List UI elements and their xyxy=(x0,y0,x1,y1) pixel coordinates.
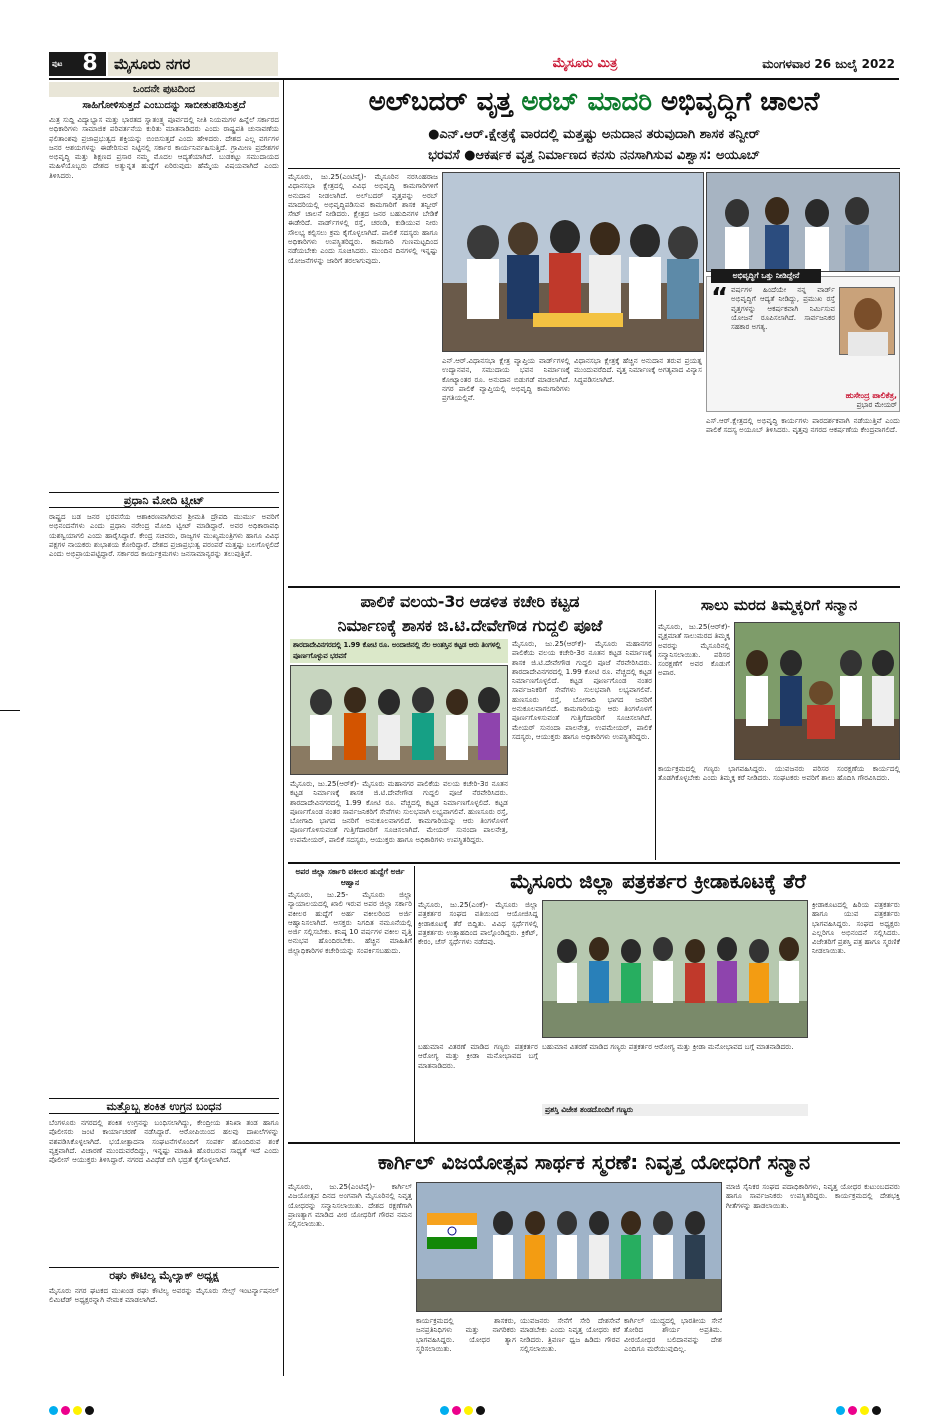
story4-title: ರಘು ಕೌಟಿಲ್ಯ ಮೈಲ್ಯಾಕ್ ಅಧ್ಯಕ್ಷ xyxy=(49,1267,279,1283)
kargil-body-3: ಯುವಜನರು ಸೇನೆಗೆ ಸೇರಿ ದೇಶಸೇವೆ ಮಾಡಬೇಕು ಎಂದು ನಿವೃತ್ತ ಯೋಧರು ಕರೆ ನೀಡಿದರು. ತ್ರಿವರ್ಣ ಧ್ವಜ ಹಿಡಿದು ಗೌರವ ಸಲ್ಲಿಸಲಾಯಿತು. xyxy=(520,1316,620,1353)
mid-banner: ಶಾರದಾದೇವಿನಗರದಲ್ಲಿ 1.99 ಕೋಟಿ ರೂ. ಅಂದಾಜಿನಲ್ಲಿ ನೆಲ ಅಂತಸ್ತಿನ ಕಟ್ಟಡ ಆರು ತಿಂಗಳಲ್ಲಿ ಪೂರ್ಣಗೊಳ್ಳುವ ಭರವಸೆ xyxy=(290,639,508,663)
sports-side-title: ಅಪರ ಜಿಲ್ಲಾ ಸರ್ಕಾರಿ ವಕೀಲರ ಹುದ್ದೆಗೆ ಅರ್ಜಿ ಆಹ್ವಾನ xyxy=(295,867,405,887)
story2-body: ರಾಷ್ಟ್ರದ ಬಡ ಜನರ ಭರವಸೆಯ ಆಶಾಕಿರಣವಾಗಿರುವ ಶ್ರೀಮತಿ ದ್ರೌಪದಿ ಮುರ್ಮು ಅವರಿಗೆ ಅಭಿನಂದನೆಗಳು ಎಂದು ಪ್ರಧಾನಿ ನರೇಂದ್ರ ಮೋದಿ ಟ್ವೀಟ್ ಮಾಡಿದ್ದಾರೆ. ಅವರ ಅಧಿಕಾರಾವಧಿ ಯಶಸ್ವಿಯಾಗಲಿ ಎಂದು ಹಾರೈಸಿದ್ದಾರೆ. ಕೇಂದ್ರ ಸಚಿವರು, ರಾಜ್ಯಗಳ ಮುಖ್ಯಮಂತ್ರಿಗಳು ಹಾಗೂ ವಿವಿಧ ಪಕ್ಷಗಳ ನಾಯಕರು ಶುಭಾಶಯ ಕೋರಿದ್ದಾರೆ. ದೇಶದ ಪ್ರಜಾಪ್ರಭುತ್ವ ಪರಂಪರೆ ಮತ್ತಷ್ಟು ಬಲಗೊಳ್ಳಲಿದೆ ಎಂದು ಅಭಿಪ್ರಾಯಪಟ್ಟಿದ್ದಾರೆ. ಸರ್ಕಾರದ ಕಾರ್ಯಕ್ರಮಗಳು ಜನಸಾಮಾನ್ಯರನ್ನು ತಲುಪುತ್ತಿವೆ. xyxy=(49,512,279,559)
kargil-body-1: ಮೈಸೂರು, ಜು.25(ಎಂಟಿವೈ)- ಕಾರ್ಗಿಲ್ ವಿಜಯೋತ್ಸವ ದಿನದ ಅಂಗವಾಗಿ ಮೈಸೂರಿನಲ್ಲಿ ನಿವೃತ್ತ ಯೋಧರನ್ನು ಸನ್ಮಾನಿಸಲಾಯಿತು. ದೇಶದ ರಕ್ಷಣೆಗಾಗಿ ಪ್ರಾಣತ್ಯಾಗ ಮಾಡಿದ ವೀರ ಯೋಧರಿಗೆ ಗೌರವ ನಮನ ಸಲ್ಲಿಸಲಾಯಿತು. xyxy=(288,1182,412,1229)
column-divider xyxy=(283,80,284,1376)
quote-mark-icon: “ xyxy=(711,283,729,313)
section-name: ಮೈಸೂರು ನಗರ xyxy=(108,52,278,76)
kargil-body-4: ಕಾರ್ಗಿಲ್ ಯುದ್ಧದಲ್ಲಿ ಭಾರತೀಯ ಸೇನೆ ತೋರಿದ ಶೌರ್ಯ ಅಪ್ರತಿಮ. ವೀರಯೋಧರ ಬಲಿದಾನವನ್ನು ದೇಶ ಎಂದಿಗೂ ಮರೆಯುವುದಿಲ್ಲ. xyxy=(624,1316,722,1353)
quote-text: ವರ್ಷಗಳ ಹಿಂದೆಯೇ ನನ್ನ ವಾರ್ಡ್ ಅಭಿವೃದ್ಧಿಗೆ ಆದ್ಯತೆ ನೀಡಿದ್ದು, ಪ್ರಮುಖ ರಸ್ತೆ ವೃತ್ತಗಳನ್ನು ಆಕರ್ಷಕವಾಗಿ ನಿರ್ಮಿಸುವ ಯೋಜನೆ ರೂಪಿಸಲಾಗಿದೆ. ಸಾರ್ವಜನಿಕರ ಸಹಕಾರ ಅಗತ್ಯ. xyxy=(731,285,835,332)
story1-title: ಸಾಹಿಗೋಳಿಸುತ್ತದೆ ಎಂಬುದನ್ನು ಸಾಬೀತುಪಡಿಸುತ್ತದೆ xyxy=(82,100,246,111)
top-subhead-1: ●ಎನ್.ಆರ್.ಕ್ಷೇತ್ರಕ್ಕೆ ವಾರದಲ್ಲಿ ಮತ್ತಷ್ಟು ಅನುದಾನ ತರುವುದಾಗಿ ಶಾಸಕ ತನ್ವೀರ್ xyxy=(428,127,760,142)
top-story-body-1: ಮೈಸೂರು, ಜು.25(ಎಂಟಿವೈ)- ಮೈಸೂರಿನ ನರಸಿಂಹರಾಜ ವಿಧಾನಸಭಾ ಕ್ಷೇತ್ರದಲ್ಲಿ ವಿವಿಧ ಅಭಿವೃದ್ಧಿ ಕಾಮಗಾರಿಗಳಿಗೆ ಅನುದಾನ ನೀಡಲಾಗಿದೆ. ಅಲ್‌ಬದರ್ ವೃತ್ತವನ್ನು ಅರಬ್ ಮಾದರಿಯಲ್ಲಿ ಅಭಿವೃದ್ಧಿಪಡಿಸುವ ಕಾಮಗಾರಿಗೆ ಶಾಸಕ ತನ್ವೀರ್ ಸೇಟ್ ಚಾಲನೆ ನೀಡಿದರು. ಕ್ಷೇತ್ರದ ಜನರ ಬಹುದಿನಗಳ ಬೇಡಿಕೆ ಈಡೇರಿದೆ. ವಾರ್ಡ್‌ಗಳಲ್ಲಿ ರಸ್ತೆ, ಚರಂಡಿ, ಕುಡಿಯುವ ನೀರು ಸೌಲಭ್ಯ ಕಲ್ಪಿಸಲು ಕ್ರಮ ಕೈಗೊಳ್ಳಲಾಗಿದೆ. ಪಾಲಿಕೆ ಸದಸ್ಯರು ಹಾಗೂ ಅಧಿಕಾರಿಗಳು ಉಪಸ್ಥಿತರಿದ್ದರು. ಕಾಮಗಾರಿ ಗುಣಮಟ್ಟದಿಂದ ನಡೆಯಬೇಕು ಎಂದು ಸೂಚಿಸಿದರು. ಮುಂದಿನ ದಿನಗಳಲ್ಲಿ ಇನ್ನಷ್ಟು ಯೋಜನೆಗಳನ್ನು ಜಾರಿಗೆ ತರಲಾಗುವುದು. xyxy=(288,172,438,265)
sports-side-divider xyxy=(414,866,415,1142)
page-label: ಪುಟ xyxy=(52,60,63,68)
top-headline xyxy=(288,80,900,124)
officials-group-image xyxy=(707,173,900,272)
top-story-body-3: ವಿಧಾನಸಭಾ ಕ್ಷೇತ್ರಕ್ಕೆ ಹೆಚ್ಚಿನ ಅನುದಾನ ತರುವ ಪ್ರಯತ್ನ ಮುಂದುವರೆದಿದೆ. ವೃತ್ತ ನಿರ್ಮಾಣಕ್ಕೆ ಅಗತ್ಯವಾದ ವಿನ್ಯಾಸ ಸಿದ್ಧಪಡಿಸಲಾಗಿದೆ. xyxy=(574,356,702,384)
page-number-box xyxy=(49,52,75,76)
sports-photo xyxy=(542,900,808,1038)
story1-body: ಮಿತ್ರ ಸುದ್ದಿ ವಿದ್ಯಾಭ್ಯಾಸ ಮತ್ತು ಭಾರತದ ಸ್ವಾತಂತ್ರ್ಯ ಪೂರ್ವದಲ್ಲಿ ನೀತಿ ನಿಯಮಗಳ ಹಿನ್ನೆಲೆ ಸರ್ಕಾರದ ಅಧಿಕಾರಿಗಳು ಸಾಮಾಜಿಕ ಪರಿವರ್ತನೆಯ ಕುರಿತು ಮಾತನಾಡಿದರು ಎಂದು ರಾಷ್ಟ್ರಪತಿ ಚುನಾವಣೆಯ ಫಲಿತಾಂಶವು ಪ್ರಜಾಪ್ರಭುತ್ವದ ಶಕ್ತಿಯನ್ನು ಬಿಂಬಿಸುತ್ತದೆ ಎಂದು ಹೇಳಿದರು. ದೇಶದ ಎಲ್ಲ ವರ್ಗಗಳ ಜನರ ಆಶಯಗಳನ್ನು ಈಡೇರಿಸುವ ನಿಟ್ಟಿನಲ್ಲಿ ಸರ್ಕಾರ ಕಾರ್ಯನಿರ್ವಹಿಸುತ್ತಿದೆ. ಗ್ರಾಮೀಣ ಪ್ರದೇಶಗಳ ಅಭಿವೃದ್ಧಿ ಮತ್ತು ಶಿಕ್ಷಣದ ಪ್ರಸಾರ ನಮ್ಮ ಮೊದಲ ಆದ್ಯತೆಯಾಗಿದೆ. ಬುಡಕಟ್ಟು ಸಮುದಾಯದ ಮಹಿಳೆಯೊಬ್ಬರು ದೇಶದ ಅತ್ಯುನ್ನತ ಹುದ್ದೆಗೆ ಏರಿರುವುದು ಹೆಮ್ಮೆಯ ವಿಷಯವಾಗಿದೆ ಎಂದು ತಿಳಿಸಿದರು. xyxy=(49,115,279,180)
tree-photo xyxy=(734,622,900,760)
top-headline-part2: ಅರಬ್ ಮಾದರಿ xyxy=(521,87,652,117)
ground-breaking-ceremony-image xyxy=(291,666,508,775)
kargil-headline: ಕಾರ್ಗಿಲ್ ವಿಜಯೋತ್ಸವ ಸಾರ್ಥಕ ಸ್ಮರಣೆ: ನಿವೃತ್ತ ಯೋಧರಿಗೆ ಸನ್ಮಾನ xyxy=(377,1150,811,1174)
story3-title: ಮತ್ತೊಬ್ಬ ಶಂಕಿತ ಉಗ್ರನ ಬಂಧನ xyxy=(49,1098,279,1114)
sports-headline: ಮೈಸೂರು ಜಿಲ್ಲಾ ಪತ್ರಕರ್ತರ ಕ್ರೀಡಾಕೂಟಕ್ಕೆ ತೆರೆ xyxy=(510,869,806,893)
sports-side-body: ಮೈಸೂರು, ಜು.25- ಮೈಸೂರು ಜಿಲ್ಲಾ ನ್ಯಾಯಾಲಯದಲ್ಲಿ ಖಾಲಿ ಇರುವ ಅಪರ ಜಿಲ್ಲಾ ಸರ್ಕಾರಿ ವಕೀಲರ ಹುದ್ದೆಗೆ ಅರ್ಹ ವಕೀಲರಿಂದ ಅರ್ಜಿ ಆಹ್ವಾನಿಸಲಾಗಿದೆ. ಆಸಕ್ತರು ನಿಗದಿತ ನಮೂನೆಯಲ್ಲಿ ಅರ್ಜಿ ಸಲ್ಲಿಸಬೇಕು. ಕನಿಷ್ಠ 10 ವರ್ಷಗಳ ವಕೀಲ ವೃತ್ತಿ ಅನುಭವ ಹೊಂದಿರಬೇಕು. ಹೆಚ್ಚಿನ ಮಾಹಿತಿಗೆ ಜಿಲ್ಲಾಧಿಕಾರಿಗಳ ಕಚೇರಿಯನ್ನು ಸಂಪರ್ಕಿಸಬಹುದು. xyxy=(288,890,412,955)
quote-author: ಹುಸೇಂದ್ರ ಪಾಲಿಕೆತ್ರ, xyxy=(845,391,897,400)
veterans-with-flag-image xyxy=(417,1183,722,1312)
top-story-body-2: ಎನ್.ಆರ್.ವಿಧಾನಸಭಾ ಕ್ಷೇತ್ರ ವ್ಯಾಪ್ತಿಯ ವಾರ್ಡ್‌ಗಳಲ್ಲಿ ಉದ್ಯಾನವನ, ಸಮುದಾಯ ಭವನ ನಿರ್ಮಾಣಕ್ಕೆ ಕೋಟ್ಯಾಂತರ ರೂ. ಅನುದಾನ ಬಿಡುಗಡೆ ಮಾಡಲಾಗಿದೆ. ನಗರ ಪಾಲಿಕೆ ವ್ಯಾಪ್ತಿಯಲ್ಲಿ ಅಭಿವೃದ್ಧಿ ಕಾಮಗಾರಿಗಳು ಪ್ರಗತಿಯಲ್ಲಿವೆ. xyxy=(442,356,570,403)
top-story-photo xyxy=(442,172,704,352)
journalists-team-image xyxy=(543,901,808,1038)
issue-date: ಮಂಗಳವಾರ 26 ಜುಲೈ 2022 xyxy=(762,57,895,71)
top-story-body-4: ಎಸ್.ಆರ್.ಕ್ಷೇತ್ರದಲ್ಲಿ ಅಭಿವೃದ್ಧಿ ಕಾರ್ಯಗಳು ಪಾರದರ್ಶಕವಾಗಿ ನಡೆಯುತ್ತಿವೆ ಎಂದು ಪಾಲಿಕೆ ಸದಸ್ಯ ಅಯೂಬ್ ತಿಳಿಸಿದರು. ವೃತ್ತವು ನಗರದ ಆಕರ್ಷಣೆಯ ಕೇಂದ್ರವಾಗಲಿದೆ. xyxy=(706,416,900,435)
quote-label: ಅಭಿವೃದ್ಧಿಗೆ ಒತ್ತು ನೀಡಿದ್ದೇನೆ xyxy=(711,269,821,283)
mid-body-left: ಮೈಸೂರು, ಜು.25(ಆರ್‌ಕೆ)- ಮೈಸೂರು ಮಹಾನಗರ ಪಾಲಿಕೆಯ ವಲಯ ಕಚೇರಿ-3ರ ನೂತನ ಕಟ್ಟಡ ನಿರ್ಮಾಣಕ್ಕೆ ಶಾಸಕ ಜಿ.ಟಿ.ದೇವೇಗೌಡ ಗುದ್ದಲಿ ಪೂಜೆ ನೆರವೇರಿಸಿದರು. ಶಾರದಾದೇವಿನಗರದಲ್ಲಿ 1.99 ಕೋಟಿ ರೂ. ವೆಚ್ಚದಲ್ಲಿ ಕಟ್ಟಡ ನಿರ್ಮಾಣಗೊಳ್ಳಲಿದೆ. ಕಟ್ಟಡ ಪೂರ್ಣಗೊಂಡ ನಂತರ ಸಾರ್ವಜನಿಕರಿಗೆ ಸೇವೆಗಳು ಸುಲಭವಾಗಿ ಲಭ್ಯವಾಗಲಿವೆ. ಹುಣಸೂರು ರಸ್ತೆ, ಬೋಗಾದಿ ಭಾಗದ ಜನರಿಗೆ ಅನುಕೂಲವಾಗಲಿದೆ. ಕಾಮಗಾರಿಯನ್ನು ಆರು ತಿಂಗಳೊಳಗೆ ಪೂರ್ಣಗೊಳಿಸುವಂತೆ ಗುತ್ತಿಗೆದಾರರಿಗೆ ಸೂಚಿಸಲಾಗಿದೆ. ಮೇಯರ್ ಸುನಂದಾ ಪಾಲನೇತ್ರ, ಉಪಮೇಯರ್, ಪಾಲಿಕೆ ಸದಸ್ಯರು, ಆಯುಕ್ತರು ಹಾಗೂ ಅಧಿಕಾರಿಗಳು ಉಪಸ್ಥಿತರಿದ್ದರು. xyxy=(290,779,508,844)
sports-body-2: ಬಹುಮಾನ ವಿತರಣೆ ಮಾಡಿದ ಗಣ್ಯರು ಪತ್ರಕರ್ತರ ಆರೋಗ್ಯ ಮತ್ತು ಕ್ರೀಡಾ ಮನೋಭಾವದ ಬಗ್ಗೆ ಮಾತನಾಡಿದರು. xyxy=(418,1042,538,1070)
mid-photo xyxy=(290,665,508,775)
mid-rule xyxy=(288,586,900,588)
registration-marks-left xyxy=(49,1400,139,1412)
ribbon-cutting-crowd-image xyxy=(443,173,704,352)
tree-body-1: ಮೈಸೂರು, ಜು.25(ಆರ್‌ಕೆ)- ವೃಕ್ಷಮಾತೆ ಸಾಲುಮರದ ತಿಮ್ಮಕ್ಕ ಅವರನ್ನು ಮೈಸೂರಿನಲ್ಲಿ ಸನ್ಮಾನಿಸಲಾಯಿತು. ಪರಿಸರ ಸಂರಕ್ಷಣೆಗೆ ಅವರ ಕೊಡುಗೆ ಅಪಾರ. xyxy=(658,622,730,678)
top-headline-part3: ಅಭಿವೃದ್ಧಿಗೆ ಚಾಲನೆ xyxy=(651,87,820,117)
tree-headline: ಸಾಲು ಮರದ ತಿಮ್ಮಕ್ಕರಿಗೆ ಸನ್ಮಾನ xyxy=(700,596,858,614)
top-headline-part1: ಅಲ್‌ಬದರ್ ವೃತ್ತ xyxy=(368,87,522,117)
mid-divider xyxy=(655,590,656,860)
mid-headline-2: ನಿರ್ಮಾಣಕ್ಕೆ ಶಾಸಕ ಜಿ.ಟಿ.ದೇವೇಗೌಡ ಗುದ್ದಲಿ ಪೂಜೆ xyxy=(337,616,603,635)
story2-title: ಪ್ರಧಾನಿ ಮೋದಿ ಟ್ವೀಟ್ xyxy=(49,492,279,508)
page-number: 8 xyxy=(74,52,106,76)
mid-body: ಮೈಸೂರು, ಜು.25(ಆರ್‌ಕೆ)- ಮೈಸೂರು ಮಹಾನಗರ ಪಾಲಿಕೆಯ ವಲಯ ಕಚೇರಿ-3ರ ನೂತನ ಕಟ್ಟಡ ನಿರ್ಮಾಣಕ್ಕೆ ಶಾಸಕ ಜಿ.ಟಿ.ದೇವೇಗೌಡ ಗುದ್ದಲಿ ಪೂಜೆ ನೆರವೇರಿಸಿದರು. ಶಾರದಾದೇವಿನಗರದಲ್ಲಿ 1.99 ಕೋಟಿ ರೂ. ವೆಚ್ಚದಲ್ಲಿ ಕಟ್ಟಡ ನಿರ್ಮಾಣಗೊಳ್ಳಲಿದೆ. ಕಟ್ಟಡ ಪೂರ್ಣಗೊಂಡ ನಂತರ ಸಾರ್ವಜನಿಕರಿಗೆ ಸೇವೆಗಳು ಸುಲಭವಾಗಿ ಲಭ್ಯವಾಗಲಿವೆ. ಹುಣಸೂರು ರಸ್ತೆ, ಬೋಗಾದಿ ಭಾಗದ ಜನರಿಗೆ ಅನುಕೂಲವಾಗಲಿದೆ. ಕಾಮಗಾರಿಯನ್ನು ಆರು ತಿಂಗಳೊಳಗೆ ಪೂರ್ಣಗೊಳಿಸುವಂತೆ ಗುತ್ತಿಗೆದಾರರಿಗೆ ಸೂಚಿಸಲಾಗಿದೆ. ಮೇಯರ್ ಸುನಂದಾ ಪಾಲನೇತ್ರ, ಉಪಮೇಯರ್, ಪಾಲಿಕೆ ಸದಸ್ಯರು, ಆಯುಕ್ತರು ಹಾಗೂ ಅಧಿಕಾರಿಗಳು ಉಪಸ್ಥಿತರಿದ್ದರು. xyxy=(512,639,652,741)
kargil-body-6: ಮಾಜಿ ಸೈನಿಕರ ಸಂಘದ ಪದಾಧಿಕಾರಿಗಳು, ನಿವೃತ್ತ ಯೋಧರ ಕುಟುಂಬದವರು ಹಾಗೂ ಸಾರ್ವಜನಿಕರು ಉಪಸ್ಥಿತರಿದ್ದರು. ಕಾರ್ಯಕ್ರಮದಲ್ಲಿ ದೇಶಭಕ್ತಿ ಗೀತೆಗಳನ್ನು ಹಾಡಲಾಯಿತು. xyxy=(726,1182,900,1210)
quote-box xyxy=(706,271,900,412)
top-subhead-rule xyxy=(288,168,900,169)
story4-body: ಮೈಸೂರು ನಗರ ಘಟಕದ ಮುಖಂಡ ರಘು ಕೌಟಿಲ್ಯ ಅವರನ್ನು ಮೈಸೂರು ಸೇಲ್ಸ್ ಇಂಟರ್ನ್ಯಾಷನಲ್ ಲಿಮಿಟೆಡ್ ಅಧ್ಯಕ್ಷರನ್ನಾಗಿ ನೇಮಕ ಮಾಡಲಾಗಿದೆ. xyxy=(49,1286,279,1305)
registration-marks-center xyxy=(440,1400,530,1412)
quote-role: ಪ್ರಭಾರ ಮೇಯರ್ xyxy=(856,401,897,409)
mid-headline-1: ಪಾಲಿಕೆ ವಲಯ-3ರ ಆಡಳಿತ ಕಚೇರಿ ಕಟ್ಟಡ xyxy=(360,592,580,611)
felicitation-group-image xyxy=(735,623,900,760)
sports-body-1: ಮೈಸೂರು, ಜು.25(ಎಂಕೆ)- ಮೈಸೂರು ಜಿಲ್ಲಾ ಪತ್ರಕರ್ತರ ಸಂಘದ ವತಿಯಿಂದ ಆಯೋಜಿಸಿದ್ದ ಕ್ರೀಡಾಕೂಟಕ್ಕೆ ತೆರೆ ಬಿದ್ದಿತು. ವಿವಿಧ ಸ್ಪರ್ಧೆಗಳಲ್ಲಿ ಪತ್ರಕರ್ತರು ಉತ್ಸಾಹದಿಂದ ಪಾಲ್ಗೊಂಡಿದ್ದರು. ಕ್ರಿಕೆಟ್, ಕೇರಂ, ಚೆಸ್ ಸ್ಪರ್ಧೆಗಳು ನಡೆದವು. xyxy=(418,900,538,947)
sports-caption: ಪ್ರಶಸ್ತಿ ವಿಜೇತ ತಂಡದೊಂದಿಗೆ ಗಣ್ಯರು xyxy=(542,1104,808,1116)
top-story-photo-2 xyxy=(706,172,900,272)
indian-flag-icon xyxy=(427,1213,477,1249)
masthead: ಮೈಸೂರು ಮಿತ್ರ xyxy=(552,56,618,71)
registration-marks-right xyxy=(836,1400,906,1412)
top-subhead-2: ಭರವಸೆ ●ಆಕರ್ಷಕ ವೃತ್ತ ನಿರ್ಮಾಣದ ಕನಸು ನನಸಾಗಿಸುವ ವಿಶ್ವಾಸ: ಅಯೂಬ್ xyxy=(428,148,760,163)
kargil-photo xyxy=(416,1182,722,1312)
kargil-body-2: ಕಾರ್ಯಕ್ರಮದಲ್ಲಿ ಶಾಸಕರು, ಜನಪ್ರತಿನಿಧಿಗಳು ಮತ್ತು ನಾಗರಿಕರು ಭಾಗವಹಿಸಿದ್ದರು. ಯೋಧರ ತ್ಯಾಗ ಸ್ಮರಿಸಲಾಯಿತು. xyxy=(416,1316,516,1353)
crop-mark xyxy=(0,710,20,711)
sports-body-2b: ಬಹುಮಾನ ವಿತರಣೆ ಮಾಡಿದ ಗಣ್ಯರು ಪತ್ರಕರ್ತರ ಆರೋಗ್ಯ ಮತ್ತು ಕ್ರೀಡಾ ಮನೋಭಾವದ ಬಗ್ಗೆ ಮಾತನಾಡಿದರು. xyxy=(542,1042,794,1051)
sports-body-3: ಕ್ರೀಡಾಕೂಟದಲ್ಲಿ ಹಿರಿಯ ಪತ್ರಕರ್ತರು ಹಾಗೂ ಯುವ ಪತ್ರಕರ್ತರು ಭಾಗವಹಿಸಿದ್ದರು. ಸಂಘದ ಅಧ್ಯಕ್ಷರು ಎಲ್ಲರಿಗೂ ಅಭಿನಂದನೆ ಸಲ್ಲಿಸಿದರು. ವಿಜೇತರಿಗೆ ಪ್ರಶಸ್ತಿ ಪತ್ರ ಹಾಗೂ ಸ್ಮರಣಿಕೆ ನೀಡಲಾಯಿತು. xyxy=(812,900,900,956)
quote-portrait-image xyxy=(839,287,895,355)
tree-body-2: ಕಾರ್ಯಕ್ರಮದಲ್ಲಿ ಗಣ್ಯರು ಭಾಗವಹಿಸಿದ್ದರು. ಯುವಜನರು ಪರಿಸರ ಸಂರಕ್ಷಣೆಯ ಕಾರ್ಯದಲ್ಲಿ ತೊಡಗಿಕೊಳ್ಳಬೇಕು ಎಂದು ತಿಮ್ಮಕ್ಕ ಕರೆ ನೀಡಿದರು. ಸಂಘಟಕರು ಅವರಿಗೆ ಶಾಲು ಹೊದಿಸಿ ಗೌರವಿಸಿದರು. xyxy=(658,764,900,783)
continued-label: ಒಂದನೇ ಪುಟದಿಂದ xyxy=(49,82,279,97)
story3-body: ಬೆಂಗಳೂರು ನಗರದಲ್ಲಿ ಶಂಕಿತ ಉಗ್ರನನ್ನು ಬಂಧಿಸಲಾಗಿದ್ದು, ಕೇಂದ್ರೀಯ ತನಿಖಾ ತಂಡ ಹಾಗೂ ಪೊಲೀಸರು ಜಂಟಿ ಕಾರ್ಯಾಚರಣೆ ನಡೆಸಿದ್ದಾರೆ. ಆರೋಪಿಯಿಂದ ಹಲವು ದಾಖಲೆಗಳನ್ನು ವಶಪಡಿಸಿಕೊಳ್ಳಲಾಗಿದೆ. ಭಯೋತ್ಪಾದನಾ ಸಂಘಟನೆಗಳೊಂದಿಗೆ ಸಂಪರ್ಕ ಹೊಂದಿರುವ ಶಂಕೆ ವ್ಯಕ್ತವಾಗಿದೆ. ವಿಚಾರಣೆ ಮುಂದುವರೆದಿದ್ದು, ಇನ್ನಷ್ಟು ಮಾಹಿತಿ ಹೊರಬರುವ ಸಾಧ್ಯತೆ ಇದೆ ಎಂದು ಪೊಲೀಸ್ ಆಯುಕ್ತರು ತಿಳಿಸಿದ್ದಾರೆ. ನಗರದ ವಿವಿಧೆಡೆ ಬಿಗಿ ಭದ್ರತೆ ಕೈಗೊಳ್ಳಲಾಗಿದೆ. xyxy=(49,1118,279,1165)
